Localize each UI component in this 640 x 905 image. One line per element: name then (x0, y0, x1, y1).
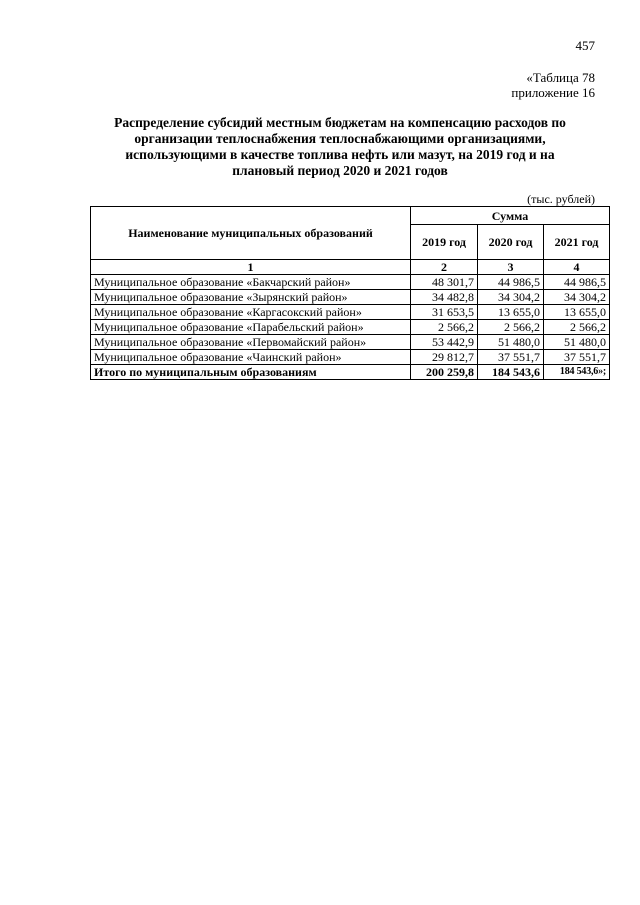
row-name: Муниципальное образование «Зырянский район» (91, 290, 411, 305)
column-number-4: 4 (544, 260, 610, 275)
title-line-1: Распределение субсидий местным бюджетам на компенсацию расходов по (114, 115, 566, 130)
row-value-2019: 48 301,7 (411, 275, 478, 290)
page-number: 457 (575, 38, 595, 53)
table-row (91, 305, 610, 320)
row-value-2019: 53 442,9 (411, 335, 478, 350)
row-value-2021: 34 304,2 (544, 290, 610, 305)
row-value-2021: 2 566,2 (544, 320, 610, 335)
row-value-2019: 2 566,2 (411, 320, 478, 335)
units-note: (тыс. рублей) (527, 192, 595, 206)
column-number-2: 2 (411, 260, 478, 275)
total-row (91, 365, 610, 380)
column-number-1: 1 (91, 260, 411, 275)
row-name: Муниципальное образование «Первомайский район» (91, 335, 411, 350)
table-row (91, 275, 610, 290)
total-value-2021: 184 543,6»; (544, 365, 610, 380)
table-reference-line-2: приложение 16 (511, 85, 595, 100)
title-line-2: организации теплоснабжения теплоснабжающими организациями, (134, 131, 546, 146)
column-number-3: 3 (478, 260, 544, 275)
row-name: Муниципальное образование «Чаинский район» (91, 350, 411, 365)
row-value-2019: 34 482,8 (411, 290, 478, 305)
table-row (91, 335, 610, 350)
row-value-2021: 51 480,0 (544, 335, 610, 350)
row-name: Муниципальное образование «Каргасокский район» (91, 305, 411, 320)
row-value-2019: 29 812,7 (411, 350, 478, 365)
table-row (91, 320, 610, 335)
row-name: Муниципальное образование «Бакчарский район» (91, 275, 411, 290)
row-value-2021: 37 551,7 (544, 350, 610, 365)
title-line-4: плановый период 2020 и 2021 годов (232, 163, 448, 178)
table-reference (511, 70, 595, 100)
header-year-2019: 2019 год (411, 225, 478, 260)
row-value-2020: 2 566,2 (478, 320, 544, 335)
document-title (90, 115, 590, 179)
row-name: Муниципальное образование «Парабельский район» (91, 320, 411, 335)
subsidy-table (90, 206, 610, 380)
header-sum: Сумма (411, 207, 610, 225)
row-value-2020: 44 986,5 (478, 275, 544, 290)
row-value-2021: 13 655,0 (544, 305, 610, 320)
header-year-2021: 2021 год (544, 225, 610, 260)
table-row (91, 350, 610, 365)
row-value-2020: 13 655,0 (478, 305, 544, 320)
total-value-2019: 200 259,8 (411, 365, 478, 380)
table-reference-line-1: «Таблица 78 (526, 70, 595, 85)
title-line-3: использующими в качестве топлива нефть или мазут, на 2019 год и на (125, 147, 555, 162)
column-number-row (91, 260, 610, 275)
row-value-2020: 37 551,7 (478, 350, 544, 365)
header-year-2020: 2020 год (478, 225, 544, 260)
total-label: Итого по муниципальным образованиям (91, 365, 411, 380)
table-row (91, 290, 610, 305)
row-value-2020: 51 480,0 (478, 335, 544, 350)
row-value-2020: 34 304,2 (478, 290, 544, 305)
total-value-2020: 184 543,6 (478, 365, 544, 380)
header-name: Наименование муниципальных образований (91, 207, 411, 260)
row-value-2019: 31 653,5 (411, 305, 478, 320)
row-value-2021: 44 986,5 (544, 275, 610, 290)
